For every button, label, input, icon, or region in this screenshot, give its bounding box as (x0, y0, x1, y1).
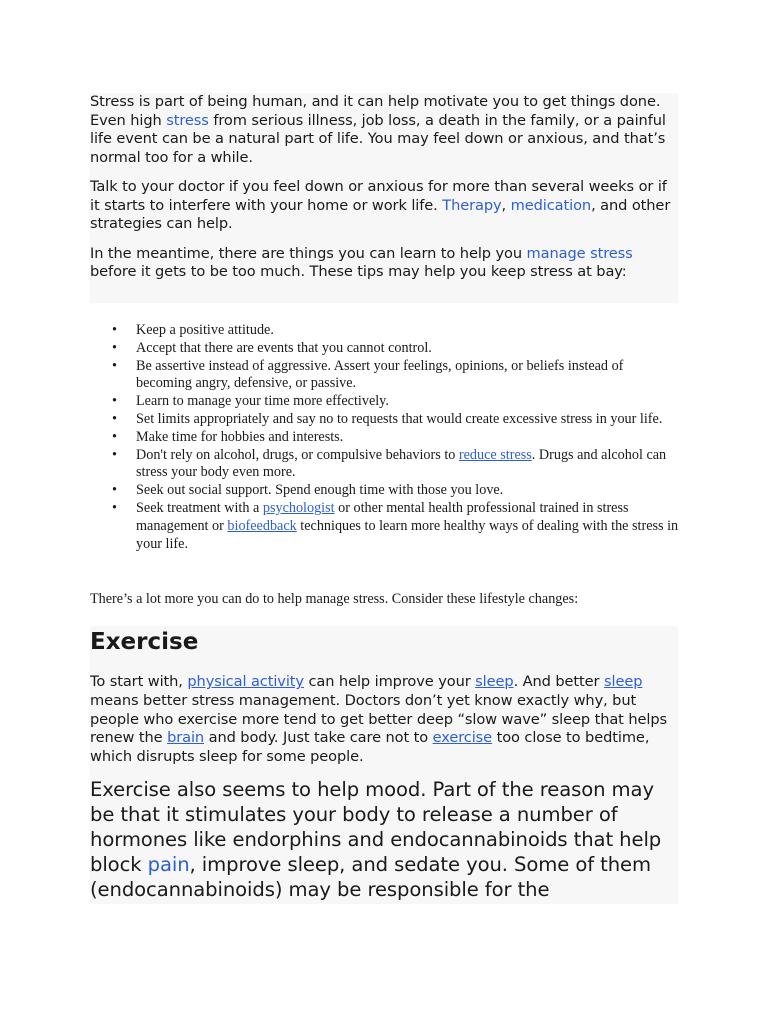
text-span: too close to bedtime, which disrupts sleep for some people. (90, 729, 650, 766)
text-span: can help improve your (303, 673, 476, 690)
sleep-link-2[interactable]: sleep (603, 673, 643, 690)
exercise-heading: Exercise (90, 629, 199, 655)
text-span: Exercise also seems to help mood. Part of the reason may be that it stimulates your body to release a number of hormones like endorphins and endocannabinoids that help block (90, 777, 662, 876)
text-span: In the meantime, there are things you can learn to help you (90, 244, 527, 262)
psychologist-link[interactable]: psychologist (262, 499, 335, 516)
intro-paragraph-2 (90, 178, 678, 234)
text-span: techniques to learn more healthy ways of dealing with the stress in your life. (136, 517, 679, 552)
text-span: , (501, 196, 511, 214)
intro-section (90, 93, 678, 303)
exercise-link[interactable]: exercise (432, 729, 493, 747)
exercise-paragraph-1 (90, 673, 678, 767)
intro-paragraph-3 (90, 245, 678, 282)
manage-stress-link[interactable]: manage stress (526, 244, 633, 262)
exercise-section (90, 626, 678, 904)
list-item: • Accept that there are events that you cannot control. (90, 340, 680, 358)
text-span: Seek treatment with a (136, 499, 263, 516)
list-item (90, 447, 680, 483)
exercise-paragraph-2 (90, 777, 678, 902)
sleep-link[interactable]: sleep (475, 673, 514, 690)
tips-list (90, 322, 680, 553)
text-span: . And better (513, 673, 604, 690)
text-span: To start with, (90, 673, 188, 690)
text-span: means better stress management. Doctors don’t yet know exactly why, but people who exercise more tend to get better deep “slow wave” sleep that helps renew the (90, 691, 667, 747)
lifestyle-lead-text: There’s a lot more you can do to help manage stress. Consider these lifestyle changes: (90, 591, 579, 607)
text-span: . Drugs and alcohol can stress your body even more. (136, 446, 667, 481)
medication-link[interactable]: medication (510, 196, 592, 214)
text-span: , and other strategies can help. (90, 196, 671, 232)
list-item: • Learn to manage your time more effectively. (90, 393, 680, 411)
text-span: before it gets to be too much. These tips may help you keep stress at bay: (90, 263, 627, 280)
text-span: Stress is part of being human, and it can help motivate you to get things done. Even high (90, 93, 661, 129)
text-span: from serious illness, job loss, a death in the family, or a painful life event can be a natural part of life. You may feel down or anxious, and that’s normal too for a while. (90, 111, 666, 166)
text-span: Talk to your doctor if you feel down or anxious for more than several weeks or if it starts to interfere with your home or work life. (90, 178, 667, 214)
physical-activity-link[interactable]: physical activity (187, 673, 304, 690)
list-item: • Seek out social support. Spend enough time with those you love. (90, 482, 680, 500)
list-item: • Keep a positive attitude. (90, 322, 680, 340)
text-span: and body. Just take care not to (204, 729, 433, 747)
list-item: • Set limits appropriately and say no to requests that would create excessive stress in your life. (90, 411, 680, 429)
reduce-stress-link[interactable]: reduce stress (458, 446, 532, 463)
brain-link[interactable]: brain (167, 729, 205, 747)
list-item: • Make time for hobbies and interests. (90, 429, 680, 447)
therapy-link[interactable]: Therapy (442, 196, 502, 214)
text-span: Don't rely on alcohol, drugs, or compulsive behaviors to (136, 446, 459, 463)
pain-link[interactable]: pain (147, 852, 190, 876)
text-span: , improve sleep, and sedate you. Some of them (endocannabinoids) may be responsible for the (90, 852, 651, 901)
text-span: or other mental health professional trained in stress management or (136, 499, 629, 534)
list-item: • Be assertive instead of aggressive. Assert your feelings, opinions, or beliefs instead of becoming angry, defensive, or passive. (90, 358, 680, 394)
stress-link[interactable]: stress (166, 111, 209, 129)
list-item (90, 500, 680, 553)
biofeedback-link[interactable]: biofeedback (227, 517, 297, 534)
intro-paragraph-1 (90, 93, 678, 167)
